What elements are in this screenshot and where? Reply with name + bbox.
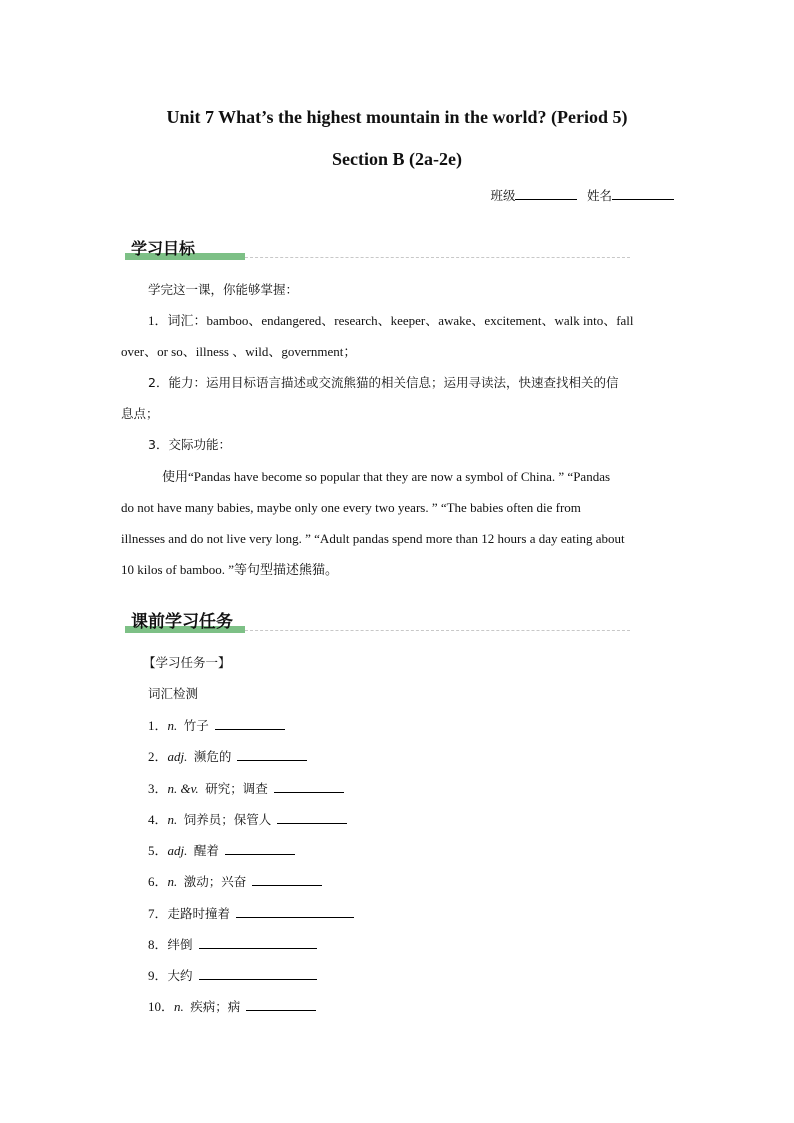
part-of-speech: n. &v. bbox=[167, 781, 199, 796]
class-blank[interactable] bbox=[515, 186, 577, 200]
item-number: 10． bbox=[148, 999, 175, 1014]
item-number: 6． bbox=[148, 874, 168, 889]
section-title: 课前学习任务 bbox=[131, 612, 233, 632]
section-heading-pretask bbox=[125, 604, 630, 634]
task-subtitle: 词汇检测 bbox=[148, 686, 199, 701]
item-number: 3． bbox=[148, 781, 168, 796]
answer-blank[interactable] bbox=[199, 967, 317, 980]
item-meaning: 研究；调查 bbox=[205, 781, 268, 796]
function-paragraph-line1: 使用“Pandas have become so popular that they are now a symbol of China. ” “Pandas bbox=[162, 469, 611, 484]
vocab-item-8 bbox=[148, 936, 317, 953]
item-number: 4． bbox=[148, 812, 168, 827]
item-meaning: 醒着 bbox=[193, 843, 219, 858]
item-meaning: 走路时撞着 bbox=[167, 906, 231, 921]
page-subtitle: Section B (2a-2e) bbox=[332, 149, 462, 169]
answer-blank[interactable] bbox=[246, 998, 316, 1011]
item-meaning: 大约 bbox=[167, 968, 193, 983]
vocab-item-9 bbox=[148, 967, 317, 984]
section-title: 学习目标 bbox=[131, 239, 196, 258]
item-number: 5． bbox=[148, 843, 168, 858]
answer-blank[interactable] bbox=[237, 748, 307, 761]
objective-function: 3．交际功能： bbox=[148, 437, 231, 452]
vocab-item-10 bbox=[148, 998, 316, 1015]
name-blank[interactable] bbox=[612, 186, 674, 200]
page-title: Unit 7 What’s the highest mountain in the world? (Period 5) bbox=[166, 107, 628, 127]
section-heading-objectives bbox=[125, 231, 630, 261]
item-meaning: 饲养员；保管人 bbox=[183, 812, 272, 827]
item-number: 7． bbox=[148, 906, 168, 921]
answer-blank[interactable] bbox=[277, 811, 347, 824]
heading-divider bbox=[245, 257, 630, 258]
answer-blank[interactable] bbox=[199, 936, 317, 949]
name-label: 姓名 bbox=[586, 188, 612, 203]
item-meaning: 濒危的 bbox=[193, 749, 232, 764]
part-of-speech: n. bbox=[167, 812, 178, 827]
part-of-speech: adj. bbox=[167, 843, 188, 858]
function-paragraph-line4: 10 kilos of bamboo. ”等句型描述熊猫。 bbox=[121, 562, 339, 577]
vocab-item-3 bbox=[148, 780, 344, 797]
objectives-intro: 学完这一课，你能够掌握： bbox=[148, 282, 299, 297]
item-meaning: 绊倒 bbox=[167, 937, 193, 952]
part-of-speech: n. bbox=[174, 999, 184, 1014]
vocab-item-4 bbox=[148, 811, 347, 828]
objective-vocab-line2: over、or so、illness 、wild、government； bbox=[121, 344, 357, 359]
item-number: 9． bbox=[148, 968, 168, 983]
answer-blank[interactable] bbox=[236, 905, 354, 918]
vocab-item-6 bbox=[148, 873, 322, 890]
task-title: 【学习任务一】 bbox=[143, 655, 231, 670]
part-of-speech: n. bbox=[167, 874, 178, 889]
vocab-item-7 bbox=[148, 905, 354, 922]
objective-skill-line1: 2．能力：运用目标语言描述或交流熊猫的相关信息；运用寻读法，快速查找相关的信 bbox=[148, 375, 619, 390]
item-number: 2． bbox=[148, 749, 168, 764]
item-meaning: 竹子 bbox=[183, 718, 209, 733]
objective-vocab-line1: 1．词汇：bamboo、endangered、research、keeper、awake、excitement、walk into、fall bbox=[148, 313, 634, 328]
item-meaning: 疾病；病 bbox=[190, 999, 241, 1014]
item-meaning: 激动；兴奋 bbox=[183, 874, 247, 889]
function-paragraph-line2: do not have many babies, maybe only one every two years. ” “The babies often die from bbox=[121, 500, 581, 515]
item-number: 1． bbox=[148, 718, 168, 733]
vocab-item-2 bbox=[148, 748, 307, 765]
item-number: 8． bbox=[148, 937, 168, 952]
vocab-item-1 bbox=[148, 717, 285, 734]
class-label: 班级 bbox=[490, 188, 516, 203]
class-name-fields bbox=[490, 186, 674, 205]
answer-blank[interactable] bbox=[225, 842, 295, 855]
answer-blank[interactable] bbox=[215, 717, 285, 730]
answer-blank[interactable] bbox=[274, 780, 344, 793]
vocab-item-5 bbox=[148, 842, 295, 859]
part-of-speech: adj. bbox=[167, 749, 188, 764]
function-paragraph-line3: illnesses and do not live very long. ” “Adult pandas spend more than 12 hours a day eating about bbox=[121, 531, 625, 546]
heading-divider bbox=[245, 630, 630, 631]
answer-blank[interactable] bbox=[252, 873, 322, 886]
part-of-speech: n. bbox=[167, 718, 178, 733]
objective-skill-line2: 息点； bbox=[121, 406, 159, 421]
